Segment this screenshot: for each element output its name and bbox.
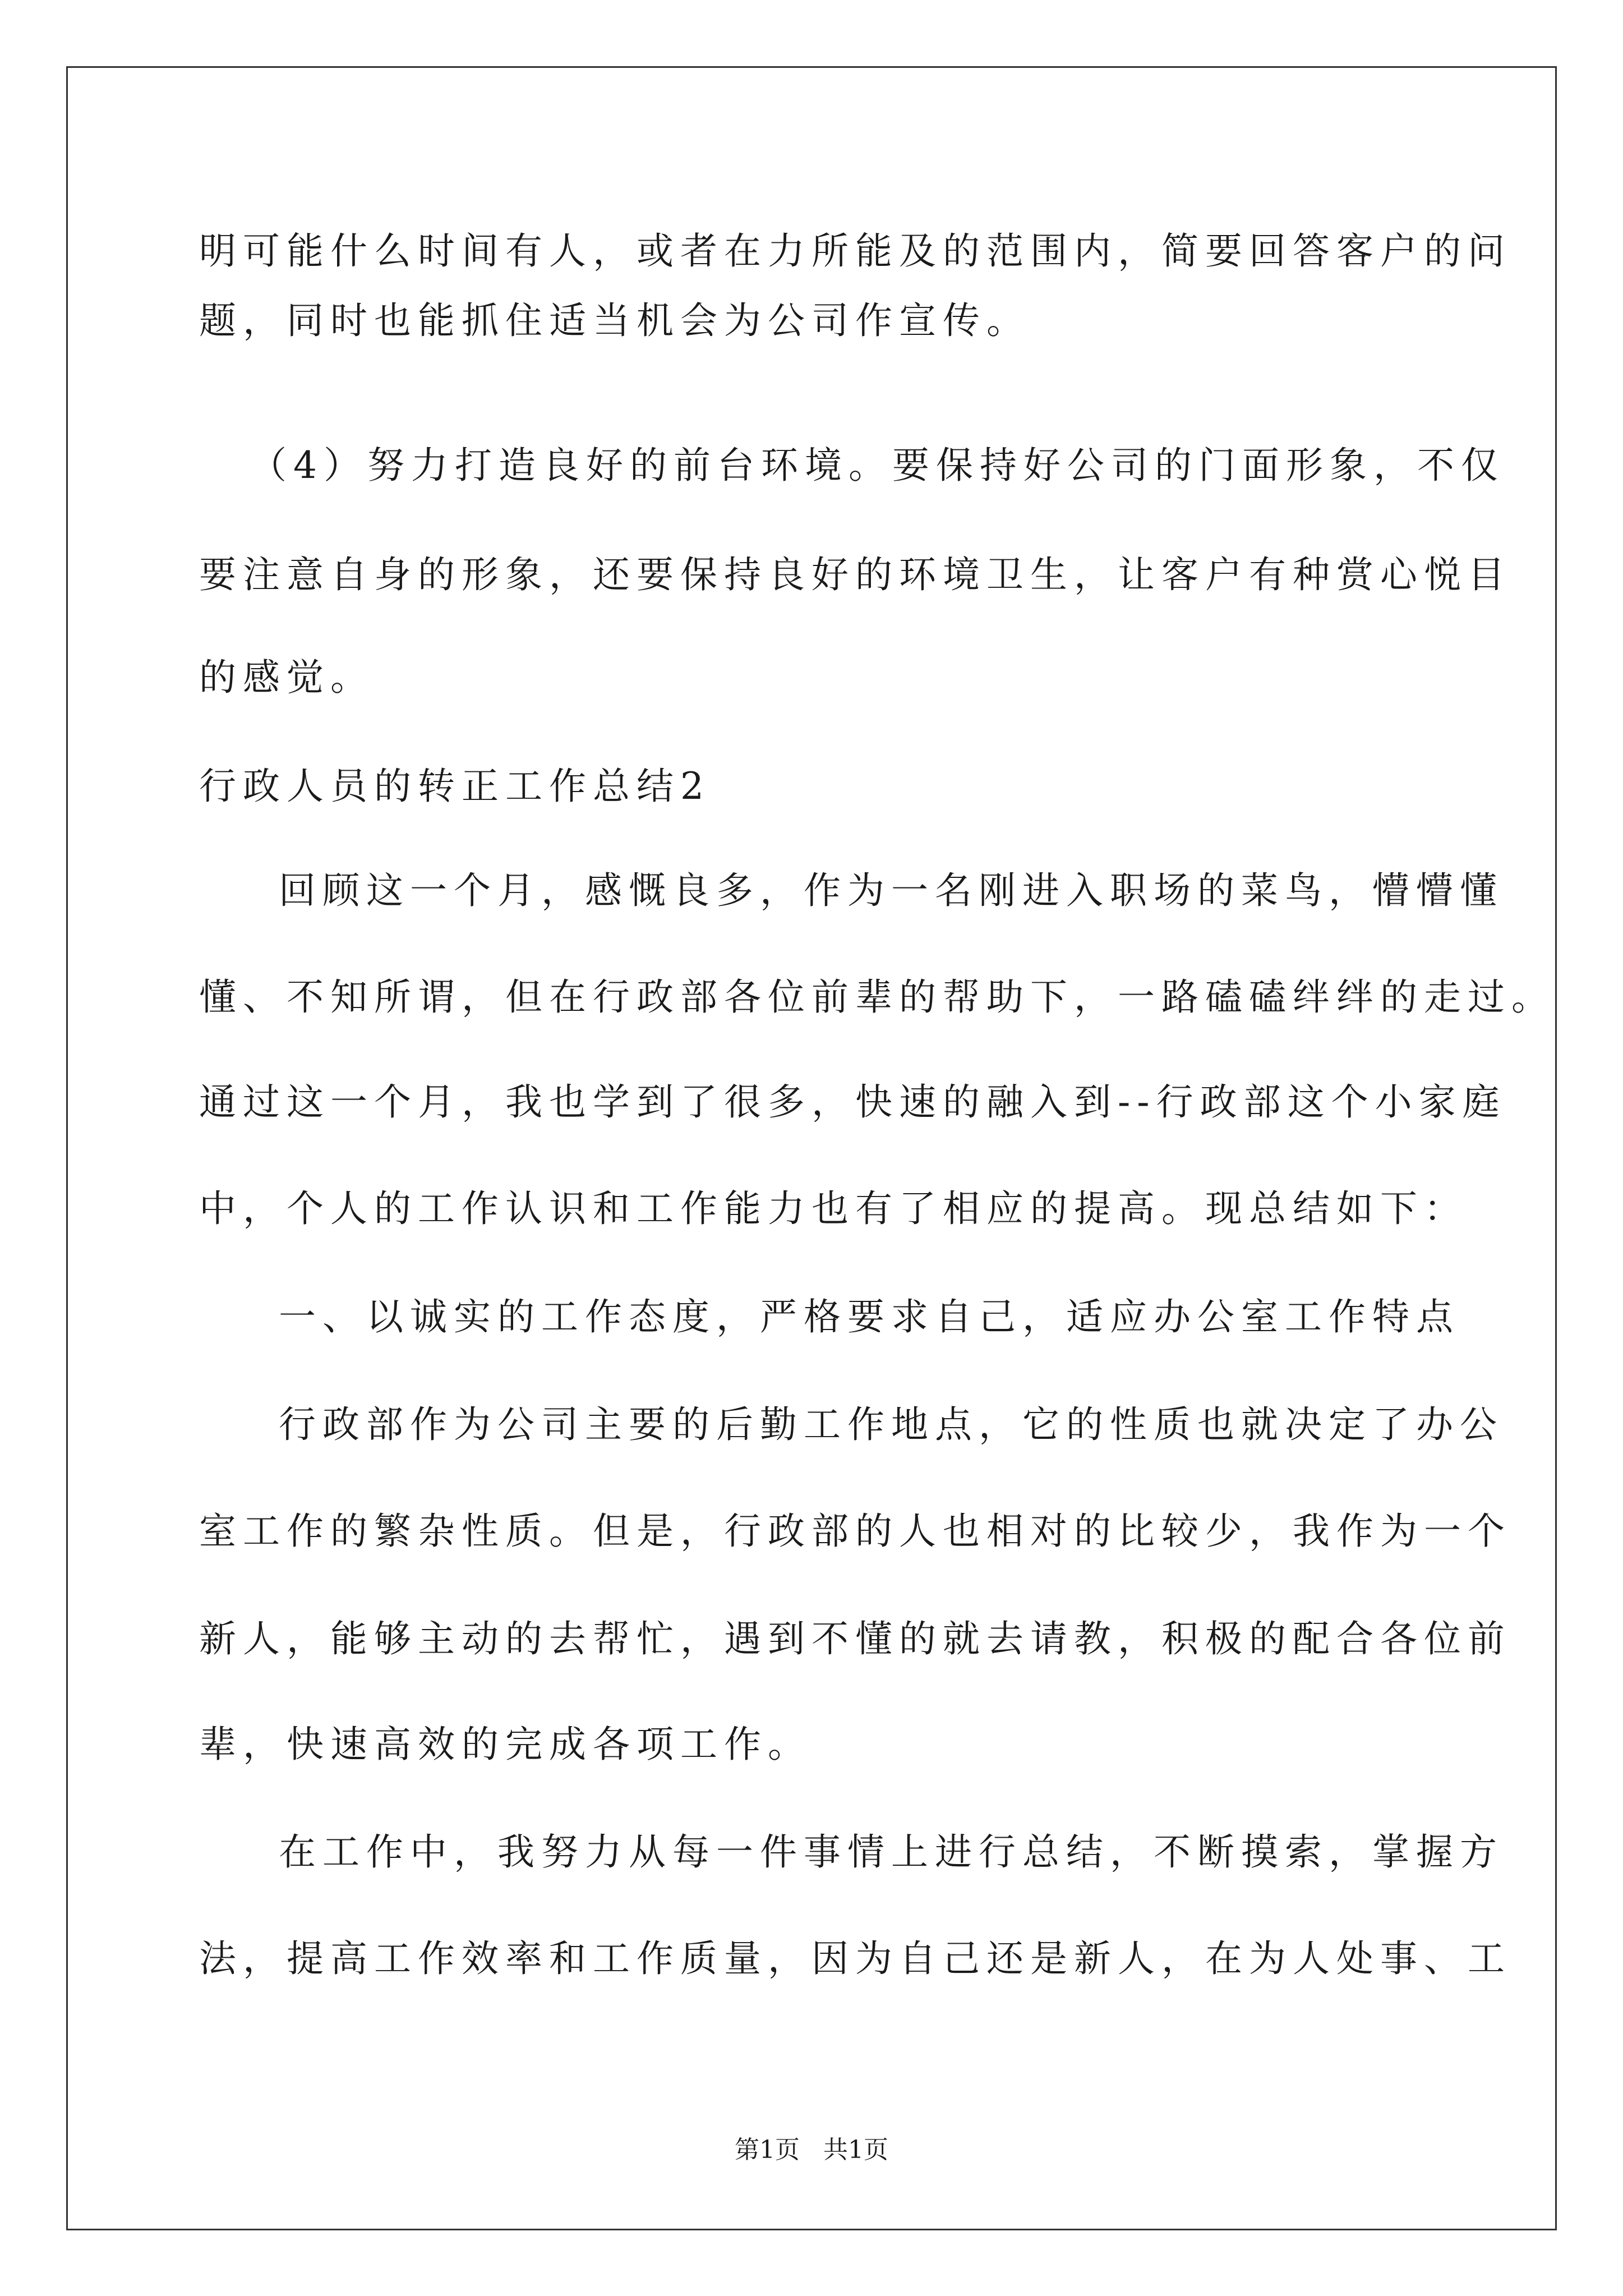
text-line: 辈，快速高效的完成各项工作。 xyxy=(199,1723,811,1766)
text-line: 在工作中，我努力从每一件事情上进行总结，不断摸索，掌握方 xyxy=(279,1830,1504,1874)
page-border xyxy=(66,66,1557,2230)
text-line: 题，同时也能抓住适当机会为公司作宣传。 xyxy=(199,299,1030,342)
page-footer xyxy=(0,2134,1623,2166)
text-line: 行政部作为公司主要的后勤工作地点，它的性质也就决定了办公 xyxy=(279,1403,1504,1446)
text-line: 中，个人的工作认识和工作能力也有了相应的提高。现总结如下： xyxy=(199,1187,1468,1230)
page-number: 第1页 xyxy=(735,2136,800,2164)
text-line: 新人，能够主动的去帮忙，遇到不懂的就去请教，积极的配合各位前 xyxy=(199,1617,1511,1660)
section-heading: 行政人员的转正工作总结2 xyxy=(199,765,711,808)
text-line: 要注意自身的形象，还要保持良好的环境卫生，让客户有种赏心悦目 xyxy=(199,553,1511,596)
text-line: 通过这一个月，我也学到了很多，快速的融入到--行政部这个小家庭 xyxy=(199,1080,1506,1124)
text-line: 法，提高工作效率和工作质量，因为自己还是新人，在为人处事、工 xyxy=(199,1937,1511,1980)
subheading: 一、以诚实的工作态度，严格要求自己，适应办公室工作特点 xyxy=(279,1295,1460,1338)
page-total: 共1页 xyxy=(823,2136,888,2164)
text-line: 的感觉。 xyxy=(199,656,374,699)
text-line: 懂、不知所谓，但在行政部各位前辈的帮助下，一路磕磕绊绊的走过。 xyxy=(199,976,1555,1019)
text-line: （4）努力打造良好的前台环境。要保持好公司的门面形象，不仅 xyxy=(250,444,1505,487)
text-line: 室工作的繁杂性质。但是，行政部的人也相对的比较少，我作为一个 xyxy=(199,1510,1511,1553)
text-line: 回顾这一个月，感慨良多，作为一名刚进入职场的菜鸟，懵懵懂 xyxy=(279,869,1504,912)
text-line: 明可能什么时间有人，或者在力所能及的范围内，简要回答客户的问 xyxy=(199,229,1511,273)
